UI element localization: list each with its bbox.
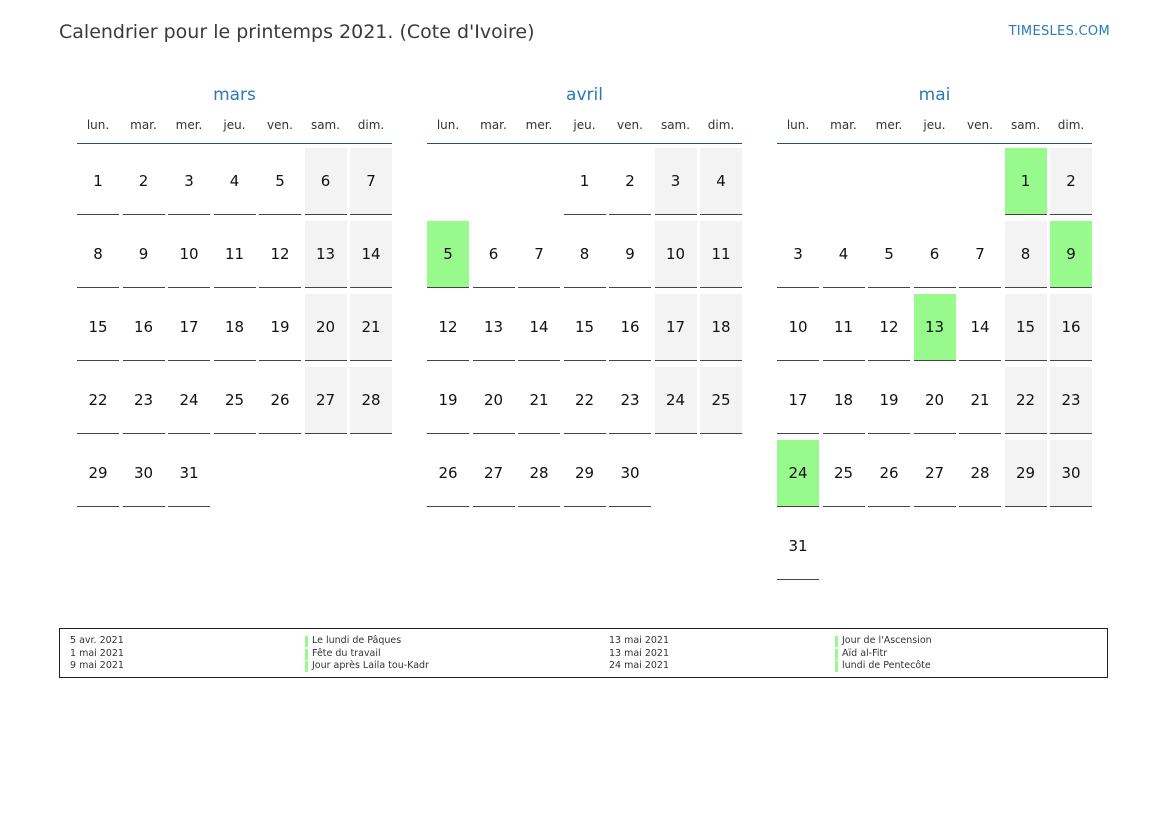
weekday-header: [777, 118, 1092, 144]
day-cell: 22: [1005, 367, 1047, 434]
day-cell: 20: [305, 294, 347, 361]
day-cell: 19: [868, 367, 910, 434]
day-cell: 26: [868, 440, 910, 507]
day-cell: 10: [655, 221, 697, 288]
day-cell: 7: [350, 148, 392, 215]
day-cell: 20: [473, 367, 515, 434]
legend-dates-col-1: [70, 635, 124, 673]
month-avril: [427, 84, 742, 482]
day-cell: 28: [959, 440, 1001, 507]
day-cell: 6: [305, 148, 347, 215]
day-cell: 1: [77, 148, 119, 215]
day-cell: 2: [123, 148, 165, 215]
day-cell: 14: [959, 294, 1001, 361]
day-cell: 25: [700, 367, 742, 434]
legend-date: 13 mai 2021: [609, 647, 670, 659]
month-name: mars: [213, 85, 256, 105]
legend-holiday-name: Jour après Laila tou-Kadr: [305, 660, 429, 673]
weekday-label: lun.: [436, 118, 460, 132]
day-cell: 18: [823, 367, 865, 434]
weekday-label: jeu.: [573, 118, 596, 132]
weekday-label: mer.: [175, 118, 203, 132]
month-mars: [77, 84, 392, 482]
weekday-label: sam.: [1010, 118, 1041, 132]
day-cell: 10: [777, 294, 819, 361]
day-cell: 11: [823, 294, 865, 361]
day-cell: 30: [609, 440, 651, 507]
day-cell-holiday: 13: [914, 294, 956, 361]
weekday-label: lun.: [86, 118, 110, 132]
day-cell: 21: [959, 367, 1001, 434]
day-cell: 19: [259, 294, 301, 361]
day-cell: 29: [1005, 440, 1047, 507]
legend-holiday-name: lundi de Pentecôte: [835, 660, 932, 673]
weekday-label: mer.: [875, 118, 903, 132]
day-cell: 6: [914, 221, 956, 288]
weekday-label: mar.: [480, 118, 507, 132]
weekday-label: lun.: [786, 118, 810, 132]
day-cell: 31: [168, 440, 210, 507]
day-cell: 6: [473, 221, 515, 288]
day-cell: 25: [214, 367, 256, 434]
day-cell: 9: [123, 221, 165, 288]
day-cell: 27: [473, 440, 515, 507]
legend-date: 5 avr. 2021: [70, 635, 124, 646]
page-title: Calendrier pour le printemps 2021. (Cote d'Ivoire): [59, 21, 535, 43]
day-cell: 30: [1050, 440, 1092, 507]
day-cell: 26: [427, 440, 469, 507]
day-cell: 15: [564, 294, 606, 361]
legend-holiday-name: Aïd al-Fitr: [835, 648, 932, 661]
day-cell: 12: [427, 294, 469, 361]
month-name: mai: [918, 85, 951, 105]
day-cell: 17: [168, 294, 210, 361]
day-cell: 3: [655, 148, 697, 215]
day-cell-holiday: 24: [777, 440, 819, 507]
weekday-label: mar.: [830, 118, 857, 132]
day-cell: 12: [259, 221, 301, 288]
day-cell: 7: [959, 221, 1001, 288]
day-cell: 2: [1050, 148, 1092, 215]
legend-dates-col-2: [609, 635, 669, 673]
weekday-label: mar.: [130, 118, 157, 132]
day-cell: 21: [350, 294, 392, 361]
day-cell: 29: [77, 440, 119, 507]
day-cell: 5: [868, 221, 910, 288]
day-cell: 27: [305, 367, 347, 434]
weekday-label: ven.: [967, 118, 993, 132]
day-cell: 23: [609, 367, 651, 434]
day-cell: 2: [609, 148, 651, 215]
day-cell: 13: [473, 294, 515, 361]
day-cell-holiday: 1: [1005, 148, 1047, 215]
day-cell: 16: [123, 294, 165, 361]
weekday-label: dim.: [707, 118, 735, 132]
weekday-label: ven.: [267, 118, 293, 132]
day-cell-holiday: 9: [1050, 221, 1092, 288]
day-cell: 23: [1050, 367, 1092, 434]
day-cell: 29: [564, 440, 606, 507]
day-cell: 5: [259, 148, 301, 215]
day-cell: 3: [168, 148, 210, 215]
day-cell: 28: [518, 440, 560, 507]
legend-date: 1 mai 2021: [70, 647, 124, 659]
weekday-header: [77, 118, 392, 144]
legend-names-col-2: [835, 635, 932, 673]
holiday-legend: [59, 628, 1108, 678]
day-cell: 22: [77, 367, 119, 434]
day-cell: 24: [168, 367, 210, 434]
legend-holiday-name: Le lundi de Pâques: [305, 635, 429, 648]
day-cell: 25: [823, 440, 865, 507]
day-cell: 8: [77, 221, 119, 288]
day-cell: 7: [518, 221, 560, 288]
weekday-label: jeu.: [223, 118, 246, 132]
legend-date: 13 mai 2021: [609, 635, 670, 646]
weekday-label: dim.: [357, 118, 385, 132]
day-cell: 16: [1050, 294, 1092, 361]
weekday-label: sam.: [660, 118, 691, 132]
legend-names-col-1: [305, 635, 429, 673]
day-cell: 17: [777, 367, 819, 434]
day-cell: 18: [700, 294, 742, 361]
day-cell: 10: [168, 221, 210, 288]
weekday-label: jeu.: [923, 118, 946, 132]
day-cell: 12: [868, 294, 910, 361]
day-cell: 30: [123, 440, 165, 507]
weekday-header: [427, 118, 742, 144]
weekday-label: ven.: [617, 118, 643, 132]
day-cell: 3: [777, 221, 819, 288]
weekday-label: dim.: [1057, 118, 1085, 132]
day-cell: 11: [700, 221, 742, 288]
weekday-label: mer.: [525, 118, 553, 132]
site-link[interactable]: TIMESLES.COM: [1008, 24, 1110, 39]
day-cell-holiday: 5: [427, 221, 469, 288]
day-cell: 8: [1005, 221, 1047, 288]
day-cell: 15: [1005, 294, 1047, 361]
day-cell: 4: [700, 148, 742, 215]
day-cell: 20: [914, 367, 956, 434]
legend-date: 24 mai 2021: [609, 660, 670, 671]
day-cell: 4: [823, 221, 865, 288]
day-cell: 14: [518, 294, 560, 361]
month-name: avril: [566, 85, 603, 105]
day-cell: 14: [350, 221, 392, 288]
day-cell: 15: [77, 294, 119, 361]
day-cell: 19: [427, 367, 469, 434]
day-cell: 16: [609, 294, 651, 361]
day-cell: 4: [214, 148, 256, 215]
month-mai: [777, 84, 1092, 555]
legend-holiday-name: Jour de l'Ascension: [835, 635, 932, 648]
day-cell: 11: [214, 221, 256, 288]
day-cell: 23: [123, 367, 165, 434]
day-cell: 17: [655, 294, 697, 361]
day-cell: 21: [518, 367, 560, 434]
day-cell: 24: [655, 367, 697, 434]
day-cell: 8: [564, 221, 606, 288]
day-cell: 31: [777, 513, 819, 580]
day-cell: 28: [350, 367, 392, 434]
day-cell: 27: [914, 440, 956, 507]
legend-date: 9 mai 2021: [70, 660, 124, 671]
day-cell: 13: [305, 221, 347, 288]
day-cell: 26: [259, 367, 301, 434]
day-cell: 1: [564, 148, 606, 215]
day-cell: 22: [564, 367, 606, 434]
day-cell: 9: [609, 221, 651, 288]
day-cell: 18: [214, 294, 256, 361]
weekday-label: sam.: [310, 118, 341, 132]
legend-holiday-name: Fête du travail: [305, 648, 429, 661]
